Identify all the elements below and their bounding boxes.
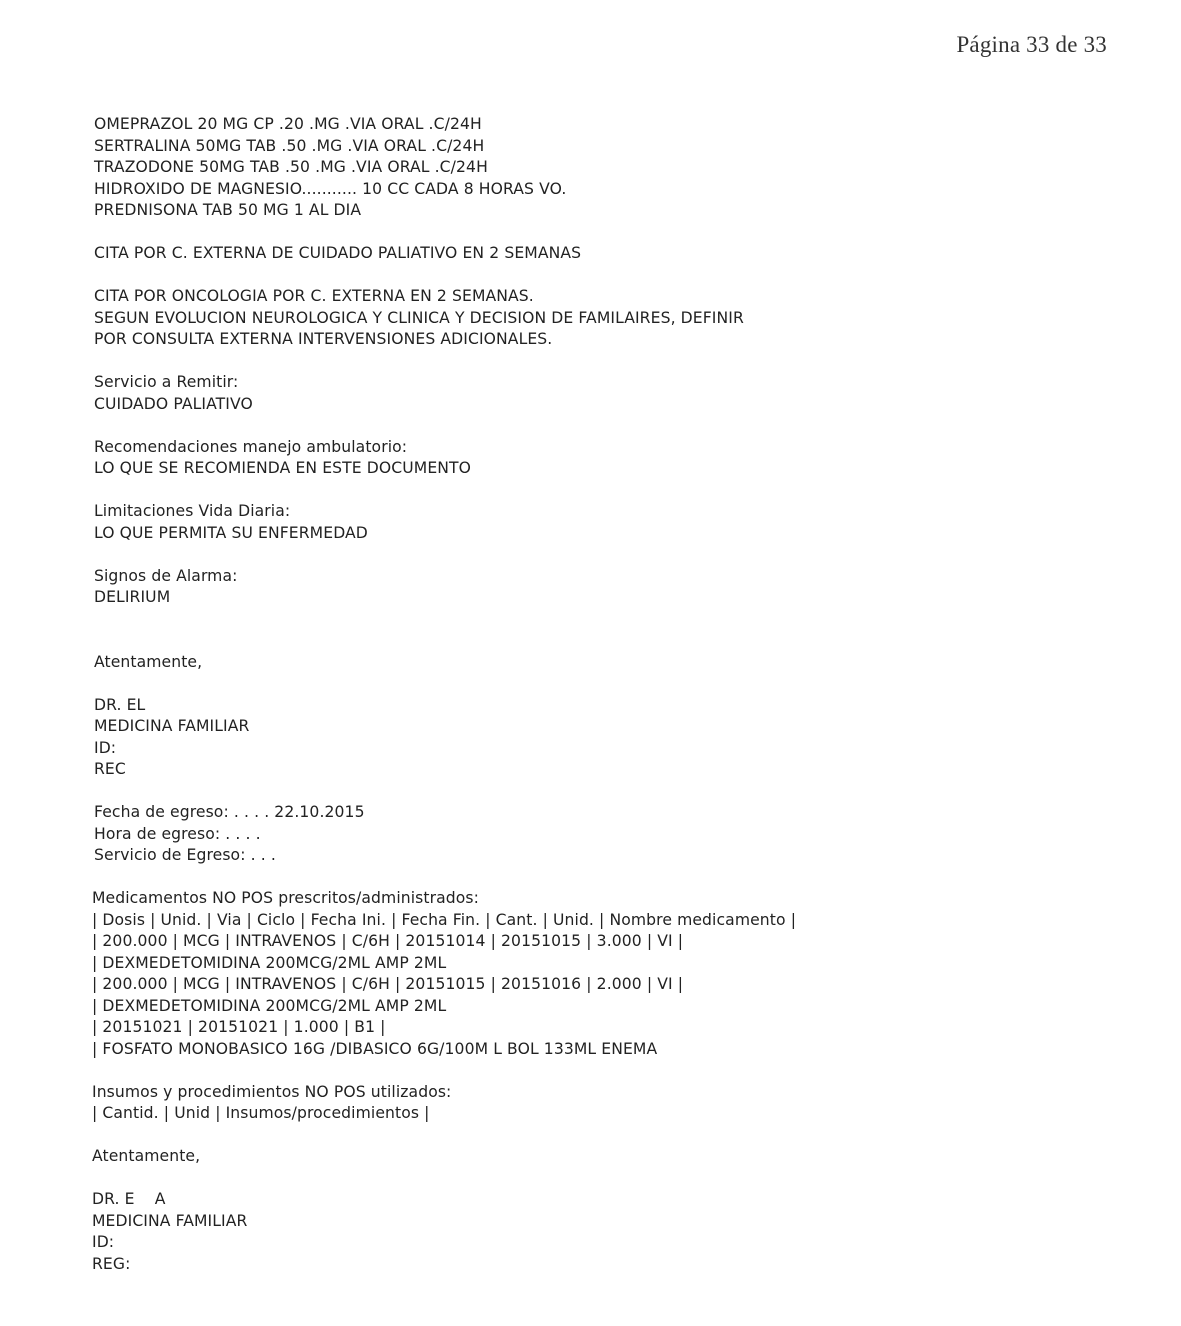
referral-label: Servicio a Remitir:: [94, 373, 239, 391]
alarm-signs-label: Signos de Alarma:: [94, 566, 238, 585]
table-row: | FOSFATO MONOBASICO 16G /DIBASICO 6G/100M L BOL 133ML ENEMA: [92, 1039, 658, 1058]
non-pos-supplies: [92, 1082, 1114, 1125]
medication-item: OMEPRAZOL 20 MG CP .20 .MG .VIA ORAL .C/24H: [94, 115, 482, 133]
ambulatory-label: Recomendaciones manejo ambulatorio:: [94, 437, 408, 456]
medication-item: TRAZODONE 50MG TAB .50 .MG .VIA ORAL .C/24H: [94, 158, 488, 176]
daily-limits-label: Limitaciones Vida Diaria:: [94, 502, 291, 520]
oncology-instructions: [94, 286, 1114, 351]
doctor-id: ID:: [94, 738, 117, 757]
oncology-line: POR CONSULTA EXTERNA INTERVENSIONES ADICIONALES.: [94, 330, 553, 348]
oncology-line: CITA POR ONCOLOGIA POR C. EXTERNA EN 2 SEMANAS.: [94, 287, 534, 305]
doctor-name: DR. EL: [94, 695, 146, 714]
page-number: Página 33 de 33: [956, 32, 1107, 57]
discharge-date: Fecha de egreso: . . . . 22.10.2015: [94, 803, 365, 821]
doctor-reg: REG:: [92, 1254, 131, 1273]
doctor-specialty: MEDICINA FAMILIAR: [94, 717, 250, 735]
signature-block: [94, 695, 1114, 781]
doctor-name: DR. E A: [92, 1190, 166, 1208]
table-row: | DEXMEDETOMIDINA 200MCG/2ML AMP 2ML: [92, 996, 447, 1015]
document-body: [94, 114, 1114, 1275]
signature-block: [92, 1189, 1114, 1275]
non-pos-supplies-title: Insumos y procedimientos NO POS utilizados:: [92, 1082, 452, 1101]
ambulatory-value: LO QUE SE RECOMIENDA EN ESTE DOCUMENTO: [94, 459, 472, 477]
alarm-signs-section: [94, 566, 1114, 609]
medication-item: HIDROXIDO DE MAGNESIO........... 10 CC CADA 8 HORAS VO.: [94, 179, 567, 198]
daily-limits-section: [94, 501, 1114, 544]
non-pos-medications: [92, 888, 1114, 1060]
table-row: | 200.000 | MCG | INTRAVENOS | C/6H | 20151014 | 20151015 | 3.000 | VI |: [92, 932, 684, 950]
closing-salutation: Atentamente,: [92, 1147, 201, 1165]
table-row: | Dosis | Unid. | Via | Ciclo | Fecha Ini. | Fecha Fin. | Cant. | Unid. | Nombre medicamento |: [92, 910, 797, 929]
table-row: | 200.000 | MCG | INTRAVENOS | C/6H | 20151015 | 20151016 | 2.000 | VI |: [92, 975, 684, 993]
discharge-time: Hora de egreso: . . . .: [94, 824, 261, 843]
doctor-id: ID:: [92, 1233, 115, 1251]
discharge-service: Servicio de Egreso: . . .: [94, 846, 276, 864]
oncology-line: SEGUN EVOLUCION NEUROLOGICA Y CLINICA Y DECISION DE FAMILAIRES, DEFINIR: [94, 308, 744, 327]
referral-value: CUIDADO PALIATIVO: [94, 394, 253, 413]
palliative-appointment: CITA POR C. EXTERNA DE CUIDADO PALIATIVO EN 2 SEMANAS: [94, 244, 582, 262]
medication-item: PREDNISONA TAB 50 MG 1 AL DIA: [94, 201, 362, 219]
medication-list: [94, 114, 1114, 222]
discharge-section: [94, 802, 1114, 867]
referral-section: [94, 372, 1114, 415]
alarm-signs-value: DELIRIUM: [94, 588, 171, 606]
medication-item: SERTRALINA 50MG TAB .50 .MG .VIA ORAL .C/24H: [94, 136, 485, 155]
doctor-specialty: MEDICINA FAMILIAR: [92, 1211, 248, 1230]
table-row: | 20151021 | 20151021 | 1.000 | B1 |: [92, 1018, 386, 1036]
closing-salutation: Atentamente,: [94, 652, 203, 671]
ambulatory-section: [94, 437, 1114, 480]
table-row: | DEXMEDETOMIDINA 200MCG/2ML AMP 2ML: [92, 953, 447, 972]
non-pos-medications-title: Medicamentos NO POS prescritos/administrados:: [92, 889, 479, 907]
doctor-reg: REC: [94, 760, 126, 778]
table-header-row: | Cantid. | Unid | Insumos/procedimientos |: [92, 1104, 430, 1122]
daily-limits-value: LO QUE PERMITA SU ENFERMEDAD: [94, 523, 368, 542]
